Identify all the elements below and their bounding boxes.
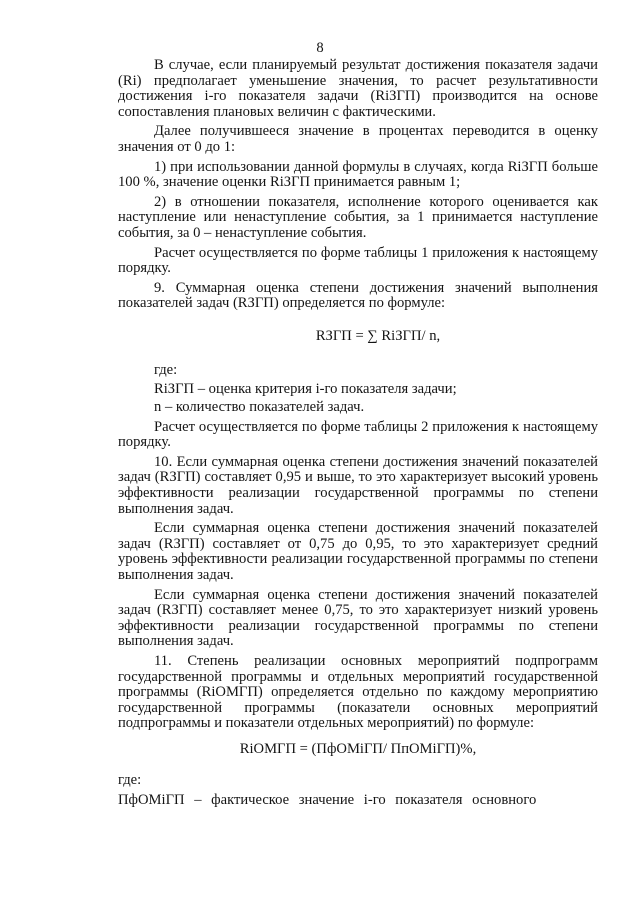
paragraph: Если суммарная оценка степени достижения значений показателей задач (RЗГП) составляет от 0,75 до 0,95, то это характеризует средний уровень эффективности реализации государственной программы по степени выполнения задач. (118, 520, 598, 584)
paragraph: 10. Если суммарная оценка степени достижения значений показателей задач (RЗГП) составляет 0,95 и выше, то это характеризует высокий уровень эффективности реализации государственной программы по степени выполнения задач. (118, 453, 598, 517)
paragraph: Если суммарная оценка степени достижения значений показателей задач (RЗГП) составляет менее 0,75, то это характеризует низкий уровень эффективности реализации государственной программы по степени выполнения задач. (118, 586, 598, 650)
paragraph: 11. Степень реализации основных мероприятий подпрограмм государственной программы и отдельных мероприятий государственной программы (RiОМГП) определяется отдельно по каждому мероприятию государственной программы (показатели основных мероприятий подпрограммы и показатели отдельных мероприятий) по формуле: (118, 653, 598, 732)
formula-rzgp: RЗГП = ∑ RiЗГП/ n, (315, 327, 441, 344)
definition-item: ПфОМiГП – фактическое значение i-го показателя основного (118, 791, 537, 808)
list-item: 1) при использовании данной формулы в случаях, когда RiЗГП больше 100 %, значение оценки RiЗГП принимается равным 1; (118, 158, 598, 191)
where-label: где: (118, 771, 142, 788)
document-body (118, 58, 598, 808)
list-item: 2) в отношении показателя, исполнение которого оценивается как наступление или ненаступление события, за 1 принимается наступление события, за 0 – ненаступление события. (118, 193, 598, 241)
paragraph: Далее получившееся значение в процентах переводится в оценку значения от 0 до 1: (118, 123, 598, 155)
paragraph: Расчет осуществляется по форме таблицы 2 приложения к настоящему порядку. (118, 418, 598, 451)
definition-item: n – количество показателей задач. (154, 399, 365, 416)
definition-item: RiЗГП – оценка критерия i-го показателя задачи; (154, 380, 457, 397)
formula-riomgp: RiОМГП = (ПфОМiГП/ ПпОМiГП)%, (239, 740, 477, 757)
paragraph: Расчет осуществляется по форме таблицы 1 приложения к настоящему порядку. (118, 244, 598, 277)
page-number: 8 (316, 40, 324, 56)
paragraph: В случае, если планируемый результат достижения показателя задачи (Ri) предполагает уменьшение значения, то расчет результативности достижения i-го показателя задачи (RiЗГП) производится на основе сопоставления плановых величин с фактическими. (118, 57, 598, 120)
where-label: где: (154, 361, 178, 378)
paragraph: 9. Суммарная оценка степени достижения значений выполнения показателей задач (RЗГП) определяется по формуле: (118, 279, 598, 312)
